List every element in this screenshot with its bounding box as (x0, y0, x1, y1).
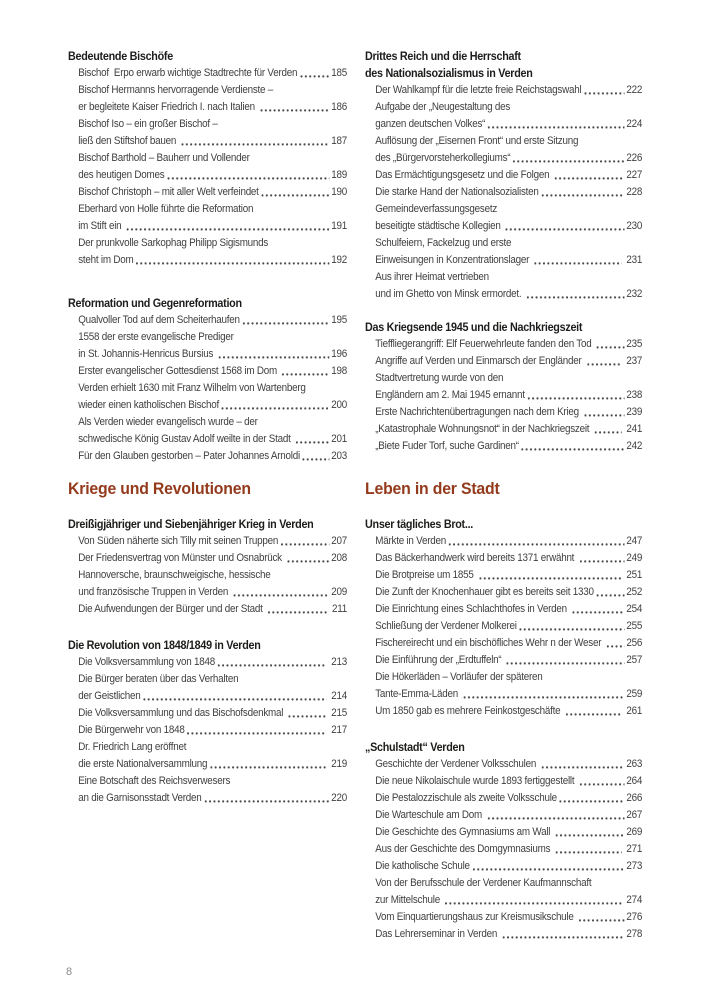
dot-leader (136, 262, 329, 265)
dot-leader (587, 363, 622, 366)
entry-page-number: 232 (626, 288, 643, 300)
toc-entry (365, 218, 642, 235)
toc-entry (68, 533, 347, 550)
toc-entry (365, 387, 642, 404)
toc-entry (365, 286, 642, 303)
entry-page-number: 207 (331, 535, 347, 547)
entry-text: Als Verden wieder evangelisch wurde – der (78, 416, 258, 428)
dot-leader (597, 594, 625, 597)
entry-text: Die Hökerläden – Vorläufer der späteren (375, 671, 543, 683)
entry-text: wieder einen katholischen Bischof (78, 399, 219, 411)
entry-text: Die Zunft der Knochenhauer gibt es bereits seit 1330 (375, 586, 594, 598)
entry-page-number: 190 (331, 186, 347, 198)
left-bottom-section-0 (68, 516, 347, 618)
entry-text: Märkte in Verden (375, 535, 446, 547)
entry-page-number: 269 (626, 826, 643, 838)
entry-text: des heutigen Domes (78, 169, 165, 181)
toc-entry (68, 654, 347, 671)
toc-entry (68, 167, 347, 184)
entry-text: Bischof Hermanns hervorragende Verdienste – (78, 84, 274, 96)
entry-page-number: 209 (331, 586, 347, 598)
dot-leader (506, 228, 625, 231)
dot-leader (513, 160, 624, 163)
entry-text: Fischereirecht und ein bischöfliches Wehr n der Weser (375, 637, 604, 649)
dot-leader (300, 75, 329, 78)
toc-entry (365, 824, 642, 841)
section-title: Reformation und Gegenreformation (68, 297, 242, 310)
dot-leader (222, 407, 330, 410)
entry-text: „Katastrophale Wohnungsnot“ in der Nachkriegszeit (375, 423, 592, 435)
toc-entry (365, 584, 642, 601)
entry-page-number: 256 (626, 637, 643, 649)
entry-page-number: 261 (623, 705, 643, 717)
entry-text: Der Friedensvertrag von Münster und Osnabrück (78, 552, 285, 564)
entry-page-number: 237 (623, 355, 643, 367)
entry-text: Die Geschichte des Gymnasiums am Wall (375, 826, 553, 838)
toc-entry (68, 688, 347, 705)
toc-entry-continuation (68, 82, 347, 99)
toc-entry (365, 82, 642, 99)
toc-entry (365, 909, 642, 926)
entry-page-number: 267 (626, 809, 643, 821)
section-title: Die Revolution von 1848/1849 in Verden (68, 639, 261, 652)
entry-text: Das Ermächtigungsgesetz und die Folgen (375, 169, 552, 181)
toc-entry (365, 652, 642, 669)
dot-leader (260, 109, 329, 112)
dot-leader (584, 414, 624, 417)
right-top-section-0 (365, 48, 642, 303)
entry-page-number: 192 (331, 254, 347, 266)
entry-page-number: 255 (626, 620, 643, 632)
entry-text: Für den Glauben gestorben – Pater Johannes Arnoldi (78, 450, 300, 462)
toc-entry (68, 722, 347, 739)
entry-page-number: 201 (331, 433, 347, 445)
toc-entry (68, 252, 347, 269)
entry-page-number: 273 (626, 860, 643, 872)
entry-text: Die Warteschule am Dom (375, 809, 485, 821)
dot-leader (268, 611, 328, 614)
entry-text: Um 1850 gab es mehrere Feinkostgeschäfte (375, 705, 563, 717)
toc-entry-continuation (365, 133, 642, 150)
dot-leader (522, 448, 625, 451)
entry-page-number: 196 (331, 348, 347, 360)
entry-text: schwedische König Gustav Adolf weilte in der Stadt (78, 433, 294, 445)
dot-leader (218, 664, 327, 667)
toc-entry (68, 756, 347, 773)
entry-text: und französische Truppen in Verden (78, 586, 231, 598)
toc-entry (68, 397, 347, 414)
toc-entry (365, 841, 642, 858)
toc-entry (365, 252, 642, 269)
toc-entry (68, 601, 347, 618)
left-top-section-1 (68, 295, 347, 465)
toc-entry (365, 686, 642, 703)
entry-page-number: 228 (626, 186, 643, 198)
entry-page-number: 235 (626, 338, 643, 350)
entry-text: Das Bäckerhandwerk wird bereits 1371 erwähnt (375, 552, 577, 564)
entry-text: Aus der Geschichte des Domgymnasiums (375, 843, 553, 855)
entry-page-number: 203 (331, 450, 347, 462)
toc-entry (68, 448, 347, 465)
dot-leader (282, 373, 329, 376)
dot-leader (502, 936, 624, 939)
dot-leader (204, 800, 329, 803)
entry-text: Die neue Nikolaischule wurde 1893 fertiggestellt (375, 775, 577, 787)
dot-leader (210, 766, 327, 769)
entry-text: Tante-Emma-Läden (375, 688, 461, 700)
entry-text: Der prunkvolle Sarkophag Philipp Sigismunds (78, 237, 269, 249)
entry-text: „Biete Fuder Torf, suche Gardinen“ (375, 440, 519, 452)
dot-leader (181, 143, 329, 146)
toc-entry-continuation (68, 150, 347, 167)
dot-leader (287, 560, 329, 563)
dot-leader (487, 817, 624, 820)
entry-text: Bischof Iso – ein großer Bischof – (78, 118, 218, 130)
toc-entry (365, 790, 642, 807)
entry-page-number: 276 (626, 911, 643, 923)
entry-text: in St. Johannis-Henricus Bursius (78, 348, 216, 360)
toc-entry (68, 363, 347, 380)
entry-text: Auflösung der „Eisernen Front“ und erste Sitzung (375, 135, 579, 147)
toc-entry-continuation (365, 269, 642, 286)
entry-text: Die Pestalozzischule als zweite Volksschule (375, 792, 557, 804)
dot-leader (579, 919, 625, 922)
dot-leader (528, 397, 625, 400)
entry-text: steht im Dom (78, 254, 134, 266)
entry-page-number: 263 (626, 758, 643, 770)
toc-entry-continuation (68, 739, 347, 756)
entry-page-number: 186 (331, 101, 347, 113)
entry-page-number: 257 (626, 654, 643, 666)
toc-entry-continuation (365, 875, 642, 892)
dot-leader (187, 732, 326, 735)
entry-text: Die Einrichtung eines Schlachthofes in Verden (375, 603, 570, 615)
entry-page-number: 238 (626, 389, 643, 401)
toc-entry (68, 312, 347, 329)
entry-text: Erste Nachrichtenübertragungen nach dem Krieg (375, 406, 582, 418)
dot-leader (520, 628, 625, 631)
section-title: Drittes Reich und die Herrschaft (365, 50, 521, 63)
dot-leader (580, 783, 625, 786)
dot-leader (541, 194, 624, 197)
toc-entry (68, 790, 347, 807)
section-title: Bedeutende Bischöfe (68, 50, 173, 63)
entry-text: er begleitete Kaiser Friedrich I. nach Italien (78, 101, 258, 113)
dot-leader (463, 696, 624, 699)
entry-page-number: 185 (331, 67, 347, 79)
dot-leader (535, 262, 623, 265)
dot-leader (507, 662, 625, 665)
entry-page-number: 252 (626, 586, 643, 598)
toc-entry (365, 807, 642, 824)
entry-text: Das Lehrerseminar in Verden (375, 928, 500, 940)
entry-text: und im Ghetto von Minsk ermordet. (375, 288, 524, 300)
section-title: des Nationalsozialismus in Verden (365, 67, 533, 80)
dot-leader (445, 902, 622, 905)
toc-entry-continuation (365, 370, 642, 387)
toc-entry-continuation (68, 671, 347, 688)
toc-entry (365, 404, 642, 421)
toc-entry (365, 756, 642, 773)
entry-text: beseitigte städtische Kollegien (375, 220, 504, 232)
dot-leader (597, 346, 625, 349)
toc-entry-continuation (68, 414, 347, 431)
toc-entry (365, 438, 642, 455)
dot-leader (167, 177, 329, 180)
dot-leader (541, 766, 624, 769)
toc-band-left-top (68, 48, 347, 465)
entry-text: des „Bürgervorsteherkollegiums“ (375, 152, 511, 164)
entry-text: Die Volksversammlung und das Bischofsdenkmal (78, 707, 286, 719)
section-title: Das Kriegsende 1945 und die Nachkriegszeit (365, 321, 583, 334)
dot-leader (261, 194, 329, 197)
entry-text: Die Bürger beraten über das Verhalten (78, 673, 239, 685)
entry-page-number: 271 (623, 843, 643, 855)
dot-leader (527, 296, 625, 299)
left-bottom-section-1 (68, 637, 347, 807)
entry-text: Die Einführung der „Erdtuffeln“ (375, 654, 504, 666)
dot-leader (584, 92, 624, 95)
entry-page-number: 251 (623, 569, 643, 581)
toc-entry-continuation (68, 329, 347, 346)
entry-page-number: 200 (331, 399, 347, 411)
chapter-heading: Leben in der Stadt (365, 479, 500, 498)
entry-text: Stadtvertretung wurde von den (375, 372, 504, 384)
section-title: Unser tägliches Brot... (365, 518, 474, 531)
dot-leader (473, 868, 625, 871)
toc-entry (68, 584, 347, 601)
entry-text: Einweisungen in Konzentrationslager (375, 254, 532, 266)
entry-text: 1558 der erste evangelische Prediger (78, 331, 234, 343)
entry-page-number: 219 (328, 758, 347, 770)
dot-leader (607, 645, 625, 648)
entry-page-number: 208 (331, 552, 347, 564)
entry-text: Bischof Barthold – Bauherr und Vollender (78, 152, 250, 164)
entry-text: Die Brotpreise um 1855 (375, 569, 477, 581)
dot-leader (595, 431, 622, 434)
dot-leader (572, 611, 624, 614)
toc-entry-continuation (365, 669, 642, 686)
entry-text: Bischof Erpo erwarb wichtige Stadtrechte für Verden (78, 67, 298, 79)
entry-page-number: 195 (331, 314, 347, 326)
toc-entry (365, 567, 642, 584)
entry-text: Die Aufwendungen der Bürger und der Stadt (78, 603, 266, 615)
toc-entry (365, 703, 642, 720)
entry-page-number: 239 (626, 406, 643, 418)
entry-text: Hannoversche, braunschweigische, hessische (78, 569, 271, 581)
entry-text: Eberhard von Holle führte die Reformation (78, 203, 254, 215)
dot-leader (281, 543, 329, 546)
toc-entry-continuation (68, 567, 347, 584)
entry-page-number: 222 (626, 84, 643, 96)
entry-text: ließ den Stiftshof bauen (78, 135, 179, 147)
entry-text: Schulfeiern, Fackelzug und erste (375, 237, 512, 249)
entry-page-number: 242 (626, 440, 643, 452)
entry-page-number: 241 (623, 423, 643, 435)
toc-entry (365, 550, 642, 567)
entry-page-number: 220 (331, 792, 347, 804)
dot-leader (296, 441, 329, 444)
dot-leader (143, 698, 327, 701)
entry-text: Die Volksversammlung von 1848 (78, 656, 215, 668)
entry-text: Vom Einquartierungshaus zur Kreismusikschule (375, 911, 577, 923)
toc-band-right-top (365, 48, 642, 471)
entry-page-number: 254 (626, 603, 643, 615)
toc-entry (365, 184, 642, 201)
entry-text: zur Mittelschule (375, 894, 443, 906)
entry-page-number: 230 (626, 220, 643, 232)
toc-entry (365, 421, 642, 438)
section-title: „Schulstadt“ Verden (365, 741, 465, 754)
entry-text: an die Garnisonsstadt Verden (78, 792, 202, 804)
toc-entry (365, 167, 642, 184)
entry-page-number: 264 (626, 775, 643, 787)
entry-text: Bischof Christoph – mit aller Welt verfeindet (78, 186, 259, 198)
entry-text: Engländern am 2. Mai 1945 ernannt (375, 389, 525, 401)
toc-entry (365, 892, 642, 909)
entry-text: der Geistlichen (78, 690, 141, 702)
dot-leader (303, 458, 330, 461)
toc-entry (68, 705, 347, 722)
toc-entry (68, 346, 347, 363)
toc-band-left-bottom (68, 479, 347, 826)
entry-page-number: 198 (331, 365, 347, 377)
section-title: Dreißigjähriger und Siebenjähriger Krieg in Verden (68, 518, 314, 531)
dot-leader (289, 715, 327, 718)
toc-band-right-bottom (365, 479, 642, 962)
toc-entry (365, 858, 642, 875)
toc-entry (68, 431, 347, 448)
entry-page-number: 211 (329, 603, 347, 615)
entry-text: die erste Nationalversammlung (78, 758, 208, 770)
dot-leader (566, 713, 622, 716)
entry-text: im Stift ein (78, 220, 124, 232)
toc-entry-continuation (365, 99, 642, 116)
entry-page-number: 227 (626, 169, 643, 181)
toc-entry-continuation (68, 773, 347, 790)
entry-text: Tieffliegerangriff: Elf Feuerwehrleute fanden den Tod (375, 338, 594, 350)
dot-leader (479, 577, 622, 580)
entry-page-number: 191 (331, 220, 347, 232)
entry-text: Gemeindeverfassungsgesetz (375, 203, 498, 215)
dot-leader (218, 356, 329, 359)
page-number: 8 (66, 966, 73, 978)
toc-entry (365, 116, 642, 133)
entry-page-number: 189 (331, 169, 347, 181)
right-top-section-1 (365, 319, 642, 455)
entry-text: Von der Berufsschule der Verdener Kaufmannschaft (375, 877, 592, 889)
toc-entry-continuation (68, 380, 347, 397)
toc-entry (365, 353, 642, 370)
entry-page-number: 274 (623, 894, 643, 906)
entry-text: Geschichte der Verdener Volksschulen (375, 758, 539, 770)
entry-page-number: 213 (328, 656, 347, 668)
toc-entry (365, 635, 642, 652)
entry-page-number: 215 (328, 707, 347, 719)
toc-entry (365, 773, 642, 790)
entry-page-number: 214 (328, 690, 347, 702)
toc-entry (365, 336, 642, 353)
toc-entry (68, 218, 347, 235)
right-bottom-section-1 (365, 739, 642, 943)
entry-page-number: 231 (623, 254, 643, 266)
dot-leader (127, 228, 330, 231)
entry-text: Erster evangelischer Gottesdienst 1568 im Dom (78, 365, 280, 377)
entry-text: Schließung der Verdener Molkerei (375, 620, 517, 632)
entry-page-number: 217 (328, 724, 347, 736)
toc-entry (68, 184, 347, 201)
entry-page-number: 278 (626, 928, 643, 940)
entry-page-number: 187 (331, 135, 347, 147)
toc-entry (365, 618, 642, 635)
dot-leader (560, 800, 625, 803)
entry-text: Angriffe auf Verden und Einmarsch der Engländer (375, 355, 585, 367)
entry-text: Die katholische Schule (375, 860, 470, 872)
entry-page-number: 249 (626, 552, 643, 564)
toc-entry-continuation (365, 201, 642, 218)
entry-text: Aus ihrer Heimat vertrieben (375, 271, 489, 283)
entry-text: Von Süden näherte sich Tilly mit seinen Truppen (78, 535, 279, 547)
toc-entry (68, 65, 347, 82)
entry-text: ganzen deutschen Volkes“ (375, 118, 486, 130)
entry-page-number: 224 (626, 118, 643, 130)
toc-entry (68, 133, 347, 150)
toc-entry (365, 601, 642, 618)
entry-text: Qualvoller Tod auf dem Scheiterhaufen (78, 314, 240, 326)
toc-entry-continuation (68, 235, 347, 252)
entry-text: Der Wahlkampf für die letzte freie Reichstagswahl (375, 84, 582, 96)
left-top-section-0 (68, 48, 347, 269)
right-bottom-section-0 (365, 516, 642, 720)
toc-entry (68, 99, 347, 116)
dot-leader (556, 851, 622, 854)
dot-leader (555, 177, 625, 180)
dot-leader (556, 834, 625, 837)
toc-entry-continuation (68, 116, 347, 133)
chapter-heading: Kriege und Revolutionen (68, 479, 251, 498)
entry-text: Verden erhielt 1630 mit Franz Wilhelm von Wartenberg (78, 382, 306, 394)
dot-leader (449, 543, 625, 546)
entry-text: Die starke Hand der Nationalsozialisten (375, 186, 539, 198)
toc-entry (365, 150, 642, 167)
dot-leader (488, 126, 625, 129)
toc-entry-continuation (365, 235, 642, 252)
toc-entry-continuation (68, 201, 347, 218)
toc-entry (365, 926, 642, 943)
entry-text: Die Bürgerwehr von 1848 (78, 724, 185, 736)
toc-entry (68, 550, 347, 567)
entry-page-number: 259 (626, 688, 643, 700)
entry-page-number: 247 (626, 535, 643, 547)
toc-entry (365, 533, 642, 550)
dot-leader (233, 594, 329, 597)
entry-text: Eine Botschaft des Reichsverwesers (78, 775, 231, 787)
entry-text: Aufgabe der „Neugestaltung des (375, 101, 511, 113)
dot-leader (579, 560, 624, 563)
entry-text: Dr. Friedrich Lang eröffnet (78, 741, 187, 753)
dot-leader (243, 322, 330, 325)
entry-page-number: 226 (626, 152, 643, 164)
entry-page-number: 266 (626, 792, 643, 804)
